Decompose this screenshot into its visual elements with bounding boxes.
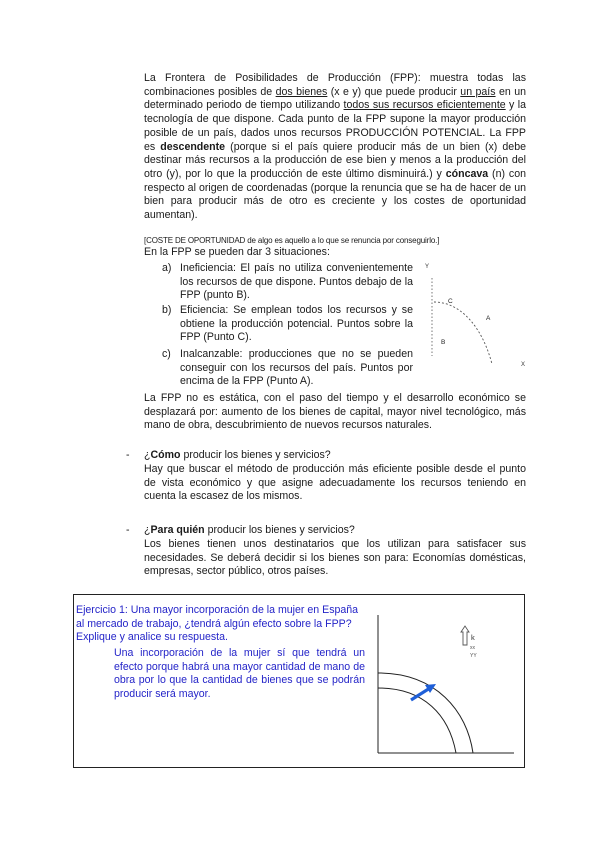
- graph-y-label: Y: [425, 264, 430, 270]
- fpp-small-graph: [420, 256, 530, 371]
- situacion-c-marker: c): [162, 348, 171, 360]
- situacion-b-text: Eficiencia: Se emplean todos los recursos y se obtiene la producción potencial. Puntos sobre la FPP (Punto C).: [180, 304, 413, 344]
- ejercicio-answer: Una incorporación de la mujer sí que tendrá un efecto porque habrá una mayor cantidad de mano de obra por lo que la cantidad de bienes que se podrán producir será mayor.: [114, 647, 365, 701]
- situacion-c-text: Inalcanzable: producciones que no se pueden conseguir con los recursos del país. Puntos por encima de la FPP (Punto A).: [180, 348, 413, 388]
- ejercicio-question: Ejercicio 1: Una mayor incorporación de la mujer en España al mercado de trabajo, ¿tendrá algún efecto sobre la FPP? Explique y analice su respuesta.: [76, 604, 359, 644]
- ejercicio-graph: [364, 615, 524, 765]
- para-quien-dash: -: [126, 524, 130, 536]
- situacion-a-text: Ineficiencia: El país no utiliza convenientemente los recursos de que dispone. Puntos debajo de la FPP (punto B).: [180, 262, 413, 302]
- situacion-b-marker: b): [162, 304, 172, 316]
- ejercicio-box: [73, 594, 525, 768]
- como-heading: ¿Cómo producir los bienes y servicios?: [144, 449, 331, 461]
- situacion-a-marker: a): [162, 262, 172, 274]
- situaciones-intro: En la FPP se pueden dar 3 situaciones:: [144, 246, 330, 258]
- point-a-label: A: [486, 315, 491, 322]
- up-arrow-icon: [461, 626, 469, 645]
- point-c-label: C: [448, 298, 453, 305]
- como-body: Hay que buscar el método de producción más eficiente posible desde el punto de vista económico y que asigne adecuadamente los recursos teniendo en cuenta la escasez de los mismos.: [144, 463, 526, 503]
- para-quien-body: Los bienes tienen unos destinatarios que los utilizan para satisfacer sus necesidades. Se deberá decidir si los bienes son para: Economías domésticas, empresas, sector público, otros países.: [144, 538, 526, 578]
- graph-label-xx: xx: [470, 645, 475, 651]
- fpp-curve: [434, 302, 492, 364]
- graph-label-k: k: [471, 633, 475, 642]
- fpp-no-estatica-paragraph: La FPP no es estática, con el paso del tiempo y el desarrollo económico se desplazará por: aumento de los bienes de capital, mayor nivel tecnológico, más mano de obra, descubrimiento de nuevos recursos naturales.: [144, 392, 526, 432]
- graph-label-yy: YY: [470, 653, 477, 659]
- como-dash: -: [126, 449, 130, 461]
- point-b-label: B: [441, 339, 446, 346]
- coste-oportunidad-note: [COSTE DE OPORTUNIDAD de algo es aquello a lo que se renuncia por conseguirlo.]: [144, 236, 440, 245]
- graph-x-label: X: [521, 362, 526, 368]
- para-quien-heading: ¿Para quién producir los bienes y servicios?: [144, 524, 355, 536]
- fpp-definition-paragraph: La Frontera de Posibilidades de Producción (FPP): muestra todas las combinaciones posibles de dos bienes (x e y) que puede producir un país en un determinado periodo de tiempo utilizando todos sus recursos eficientemente y la tecnología de que dispone. Cada punto de la FPP supone la mayor producción posible de un país, dados unos recursos PRODUCCIÓN POTENCIAL. La FPP es descendente (porque si el país quiere producir más de un bien (x) debe destinar más recursos a la producción de ese bien y menos a la producción del otro (y), por lo que la producción de este último disminuirá.) y cóncava (n) con respecto al origen de coordenadas (porque la renuncia que se ha de hacer de un bien para producir más de otro es creciente y los costes de oportunidad aumentan).: [144, 72, 526, 222]
